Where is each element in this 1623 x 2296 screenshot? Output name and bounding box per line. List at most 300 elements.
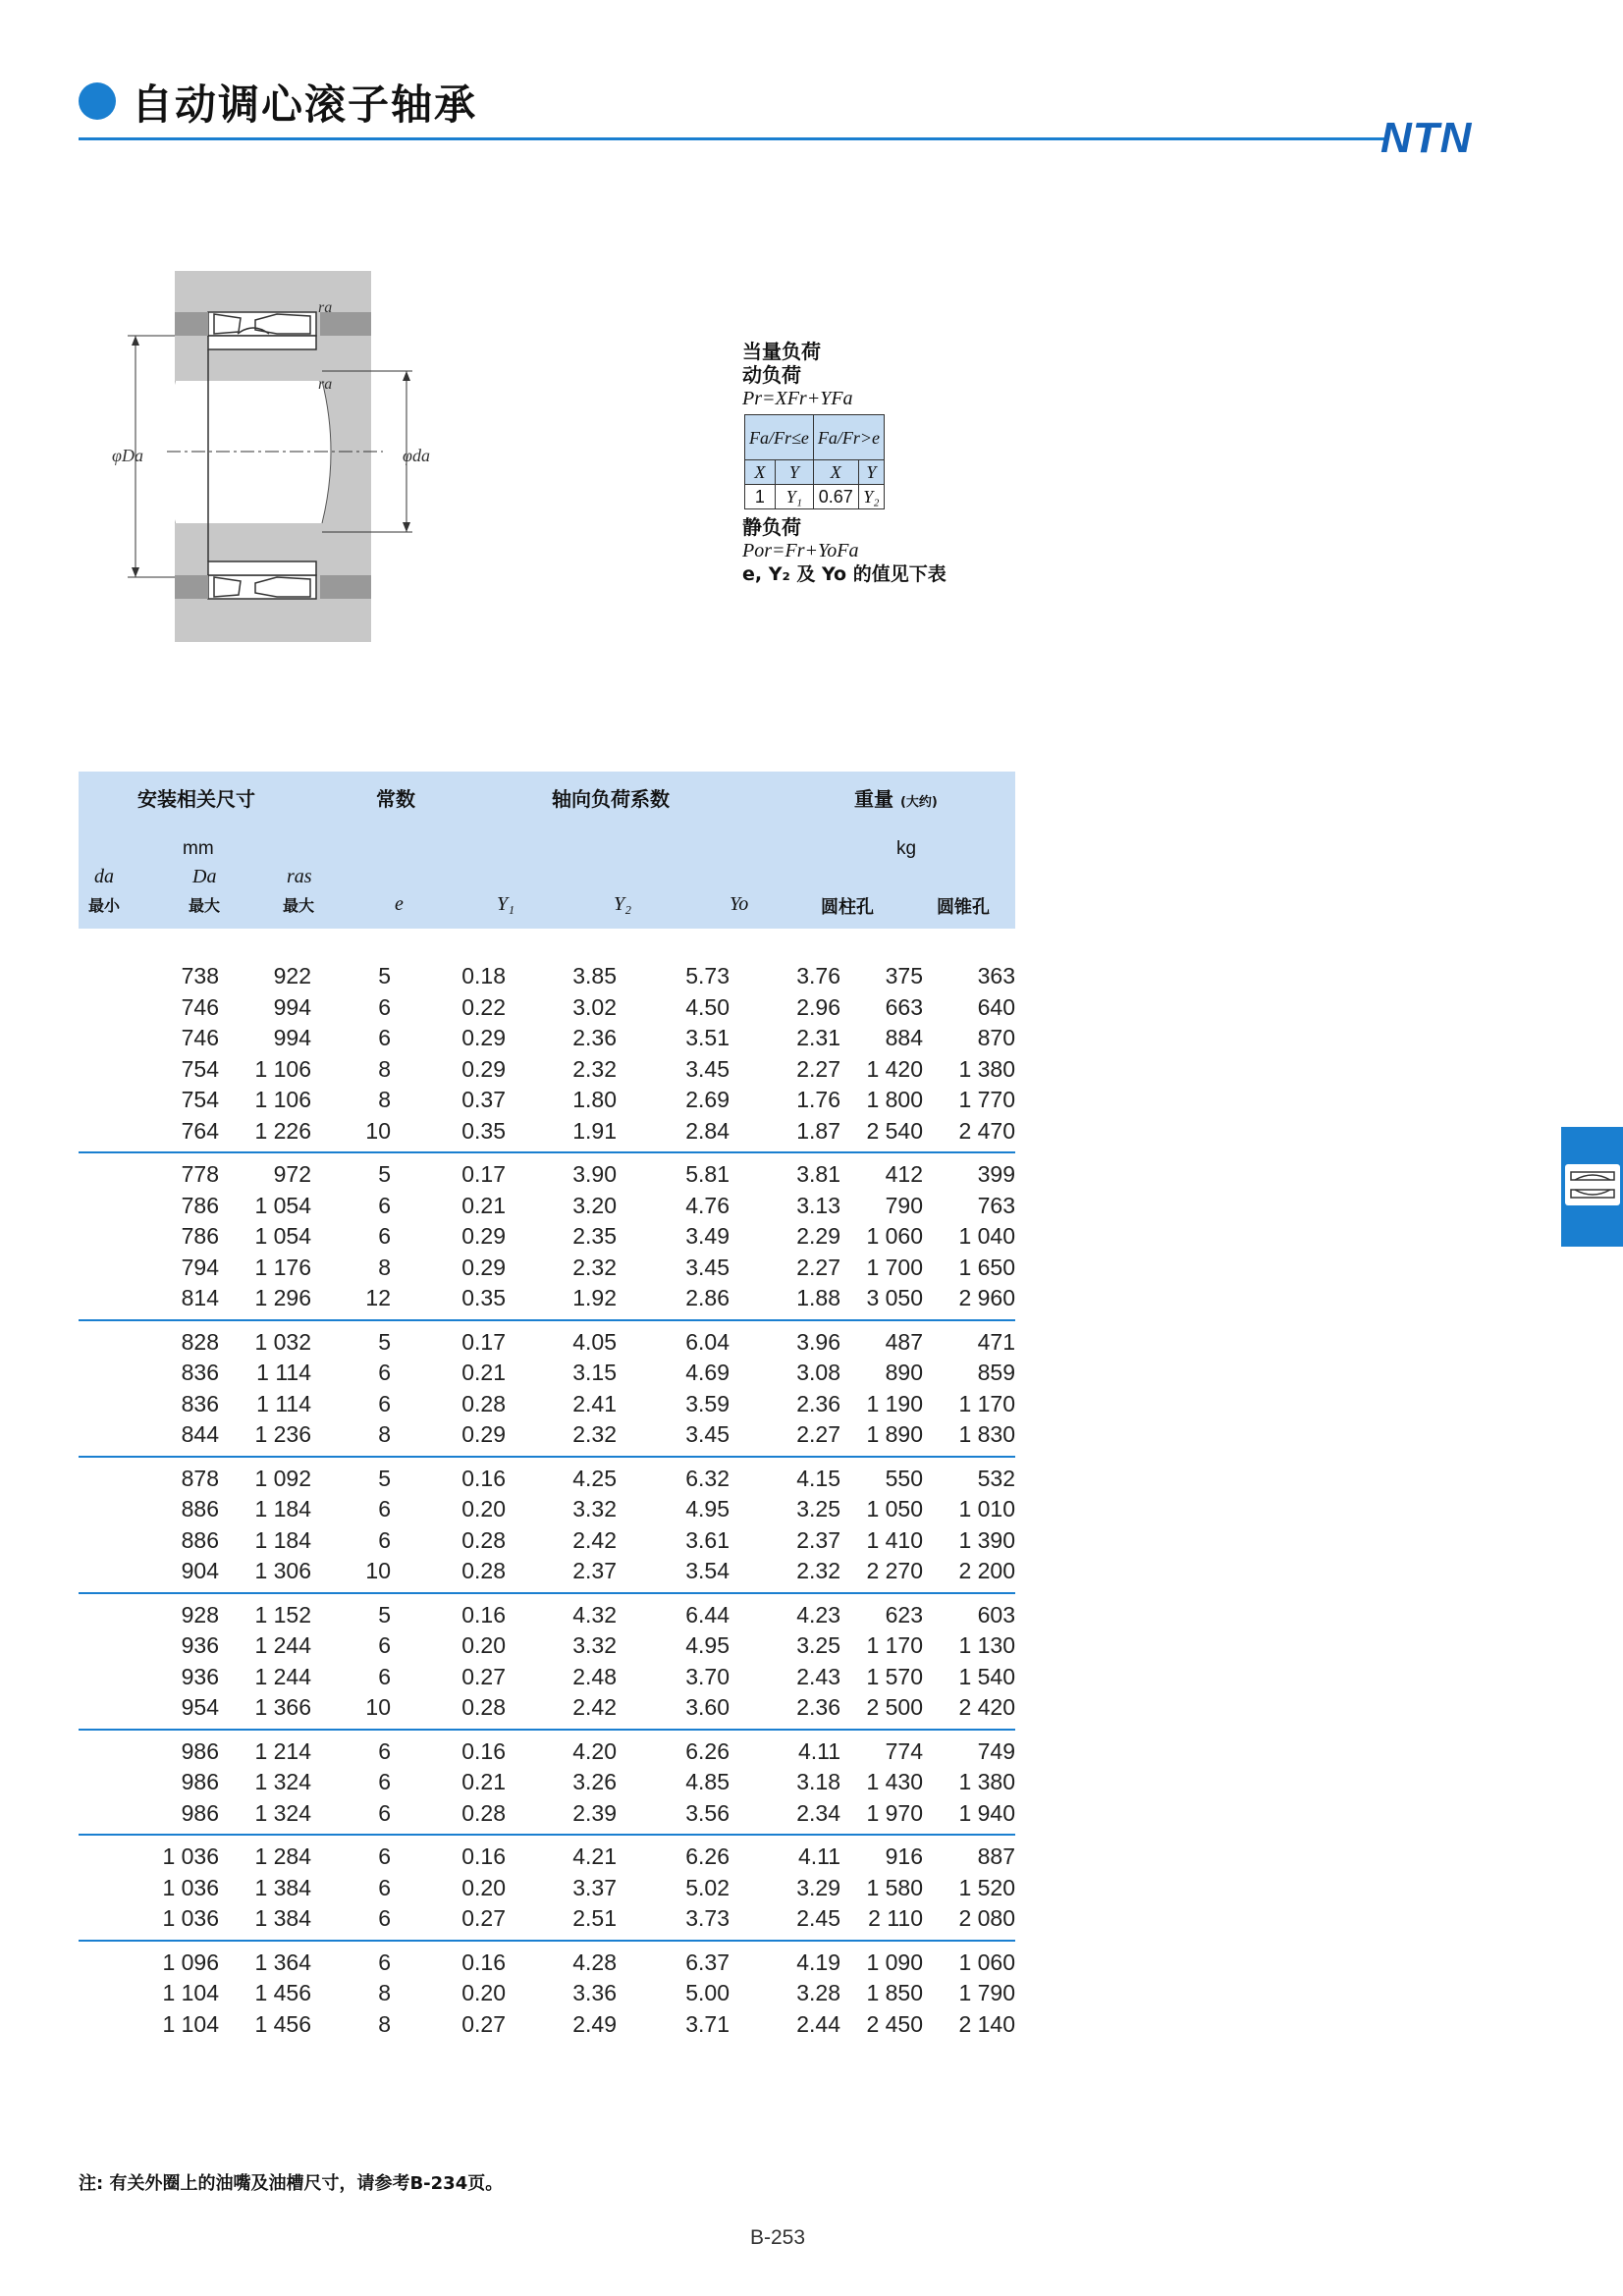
- table-cell: 603: [977, 1601, 1015, 1628]
- bearing-mounting-drawing: [112, 265, 432, 648]
- table-cell: 0.28: [461, 1526, 506, 1553]
- table-cell: 1 114: [256, 1390, 311, 1416]
- table-cell: 3.45: [685, 1055, 730, 1082]
- table-row: [79, 1022, 1015, 1053]
- table-header: [79, 772, 1015, 929]
- table-cell: 794: [181, 1254, 219, 1280]
- table-cell: 8: [378, 1980, 391, 2005]
- table-cell: 2.44: [796, 2010, 840, 2037]
- table-cell: 2 470: [958, 1117, 1015, 1144]
- table-cell: 3.36: [572, 1980, 617, 2005]
- row-group: [79, 1594, 1015, 1731]
- table-cell: 1 380: [958, 1055, 1015, 1082]
- Da-label: φDa: [112, 446, 143, 465]
- dynamic-load-title: 动负荷: [742, 363, 801, 387]
- table-cell: 3.56: [685, 1799, 730, 1826]
- sym-y1: Y₁: [497, 893, 515, 915]
- table-cell: 1 284: [254, 1843, 311, 1869]
- table-row: [79, 1418, 1015, 1450]
- table-cell: 2.84: [685, 1117, 730, 1144]
- table-cell: 1 010: [958, 1496, 1015, 1522]
- table-row: [79, 1115, 1015, 1147]
- table-cell: 6: [378, 1769, 391, 1794]
- table-cell: 1 106: [254, 1087, 311, 1112]
- header-axial-load-factors: 轴向负荷系数: [552, 787, 670, 811]
- table-cell: 6.04: [685, 1328, 730, 1355]
- table-cell: 0.21: [461, 1769, 506, 1794]
- table-cell: 2 500: [866, 1694, 923, 1720]
- table-cell: 4.23: [796, 1601, 840, 1628]
- table-cell: 0.16: [461, 1737, 506, 1764]
- table-cell: 6: [378, 1799, 391, 1826]
- table-row: [79, 1282, 1015, 1313]
- table-cell: 6: [378, 1737, 391, 1764]
- bearing-icon: [1565, 1164, 1620, 1205]
- sub-min: 最小: [88, 896, 121, 915]
- table-cell: 6: [378, 1663, 391, 1689]
- table-cell: 0.29: [461, 1223, 506, 1249]
- table-cell: 890: [885, 1360, 923, 1385]
- table-cell: 2 270: [866, 1558, 923, 1583]
- table-cell: 375: [885, 963, 923, 988]
- table-row: [79, 1190, 1015, 1221]
- table-cell: 2.69: [685, 1087, 730, 1112]
- table-cell: 0.16: [461, 1843, 506, 1869]
- table-cell: 8: [378, 2010, 391, 2037]
- table-cell: 6: [378, 1949, 391, 1975]
- table-cell: 1 940: [958, 1799, 1015, 1826]
- table-cell: 1 384: [254, 1874, 311, 1900]
- table-cell: 2.32: [796, 1558, 840, 1583]
- table-cell: 0.27: [461, 2010, 506, 2037]
- table-cell: 2.27: [796, 1055, 840, 1082]
- table-cell: 994: [273, 993, 311, 1020]
- table-cell: 2.32: [572, 1421, 617, 1447]
- row-group: [79, 929, 1015, 1153]
- table-cell: 3.32: [572, 1632, 617, 1658]
- table-cell: 1 244: [254, 1663, 311, 1689]
- table-cell: 0.27: [461, 1663, 506, 1689]
- table-cell: 2.41: [572, 1390, 617, 1416]
- value-y1: Y₁: [775, 485, 813, 509]
- table-cell: 2.35: [572, 1223, 617, 1249]
- table-cell: 2.37: [572, 1558, 617, 1583]
- ra-label-top: ra: [318, 299, 333, 316]
- table-cell: 12: [365, 1285, 391, 1310]
- table-cell: 1 054: [254, 1223, 311, 1249]
- table-cell: 0.21: [461, 1360, 506, 1385]
- table-cell: 2.36: [796, 1390, 840, 1416]
- table-cell: 1 170: [958, 1390, 1015, 1416]
- table-cell: 0.27: [461, 1905, 506, 1931]
- table-row: [79, 1493, 1015, 1524]
- table-cell: 8: [378, 1421, 391, 1447]
- table-cell: 4.20: [572, 1737, 617, 1764]
- table-cell: 2.42: [572, 1694, 617, 1720]
- table-cell: 10: [365, 1117, 391, 1144]
- table-cell: 2.36: [572, 1025, 617, 1050]
- table-cell: 1 970: [866, 1799, 923, 1826]
- table-cell: 2 960: [958, 1285, 1015, 1310]
- table-body: [79, 929, 1015, 2039]
- mass-cylindrical-bore: 圆柱孔: [821, 897, 874, 918]
- table-cell: 10: [365, 1694, 391, 1720]
- table-cell: 828: [181, 1328, 219, 1355]
- table-row: [79, 1766, 1015, 1797]
- table-cell: 5: [378, 963, 391, 988]
- table-cell: 986: [181, 1799, 219, 1826]
- table-cell: 1.88: [796, 1285, 840, 1310]
- table-cell: 936: [181, 1632, 219, 1658]
- table-cell: 4.11: [797, 1737, 840, 1764]
- table-cell: 10: [365, 1558, 391, 1583]
- table-cell: 754: [181, 1055, 219, 1082]
- table-cell: 859: [977, 1360, 1015, 1385]
- table-cell: 3.26: [572, 1769, 617, 1794]
- table-cell: 904: [181, 1558, 219, 1583]
- table-cell: 0.29: [461, 1055, 506, 1082]
- table-cell: 2.32: [572, 1254, 617, 1280]
- table-cell: 0.17: [461, 1328, 506, 1355]
- table-cell: 0.29: [461, 1025, 506, 1050]
- table-cell: 746: [181, 1025, 219, 1050]
- table-row: [79, 1084, 1015, 1115]
- table-cell: 8: [378, 1087, 391, 1112]
- table-cell: 3.25: [796, 1632, 840, 1658]
- header-rule: [79, 137, 1384, 140]
- table-cell: 1 364: [254, 1949, 311, 1975]
- table-cell: 1 130: [958, 1632, 1015, 1658]
- table-cell: 1 176: [254, 1254, 311, 1280]
- table-cell: 4.69: [685, 1360, 730, 1385]
- table-cell: 2.43: [796, 1663, 840, 1689]
- table-cell: 2.37: [796, 1526, 840, 1553]
- table-cell: 1.92: [572, 1285, 617, 1310]
- table-cell: 4.19: [796, 1949, 840, 1975]
- table-cell: 886: [181, 1496, 219, 1522]
- table-row: [79, 1357, 1015, 1388]
- table-cell: 0.29: [461, 1421, 506, 1447]
- page-number: B-253: [750, 2226, 806, 2249]
- row-group: [79, 1458, 1015, 1594]
- table-cell: 1 244: [254, 1632, 311, 1658]
- table-row: [79, 1555, 1015, 1586]
- table-cell: 4.21: [572, 1843, 617, 1869]
- table-cell: 1 104: [162, 2010, 219, 2037]
- table-cell: 3.54: [685, 1558, 730, 1583]
- table-cell: 994: [273, 1025, 311, 1050]
- table-cell: 0.29: [461, 1254, 506, 1280]
- table-row: [79, 991, 1015, 1023]
- table-cell: 4.11: [797, 1843, 840, 1869]
- table-row: [79, 1599, 1015, 1630]
- table-cell: 1 190: [866, 1390, 923, 1416]
- table-cell: 1 700: [866, 1254, 923, 1280]
- sub-max-ras: 最大: [283, 896, 315, 915]
- table-cell: 986: [181, 1737, 219, 1764]
- table-cell: 5: [378, 1465, 391, 1491]
- table-cell: 1 092: [254, 1465, 311, 1491]
- table-cell: 2.86: [685, 1285, 730, 1310]
- table-cell: 844: [181, 1421, 219, 1447]
- table-row: [79, 1797, 1015, 1829]
- col-x-2: X: [813, 460, 858, 485]
- table-cell: 746: [181, 993, 219, 1020]
- table-cell: 2 110: [868, 1905, 923, 1931]
- value-x1: 1: [745, 485, 776, 509]
- table-cell: 1 520: [958, 1874, 1015, 1900]
- table-cell: 2.48: [572, 1663, 617, 1689]
- table-cell: 2.51: [572, 1905, 617, 1931]
- table-cell: 1 226: [254, 1117, 311, 1144]
- unit-mm: mm: [183, 838, 214, 859]
- table-row: [79, 1735, 1015, 1767]
- table-cell: 0.35: [461, 1285, 506, 1310]
- table-cell: 1 800: [866, 1087, 923, 1112]
- table-cell: 2.29: [796, 1223, 840, 1249]
- title-bullet: [79, 82, 116, 120]
- table-cell: 3.45: [685, 1254, 730, 1280]
- table-cell: 1 580: [866, 1874, 923, 1900]
- table-cell: 764: [181, 1117, 219, 1144]
- table-cell: 814: [181, 1285, 219, 1310]
- table-cell: 532: [977, 1465, 1015, 1491]
- table-cell: 2.45: [796, 1905, 840, 1931]
- equivalent-load-title: 当量负荷: [742, 340, 821, 363]
- table-cell: 3.18: [796, 1769, 840, 1794]
- table-cell: 1 650: [958, 1254, 1015, 1280]
- table-cell: 2 540: [866, 1117, 923, 1144]
- table-cell: 916: [885, 1843, 923, 1869]
- table-cell: 922: [273, 963, 311, 988]
- ntn-logo: NTN: [1380, 114, 1473, 162]
- table-cell: 836: [181, 1390, 219, 1416]
- table-cell: 1 410: [866, 1526, 923, 1553]
- table-row: [79, 1872, 1015, 1903]
- table-cell: 6: [378, 1390, 391, 1416]
- table-cell: 0.37: [461, 1087, 506, 1112]
- static-load-equation: Por=Fr+YoFa: [742, 540, 859, 561]
- table-cell: 4.25: [572, 1465, 617, 1491]
- table-cell: 1 570: [866, 1663, 923, 1689]
- table-cell: 5.81: [685, 1161, 730, 1187]
- table-cell: 1 152: [254, 1601, 311, 1628]
- table-cell: 1 040: [958, 1223, 1015, 1249]
- table-cell: 3.76: [796, 963, 840, 988]
- table-cell: 5: [378, 1161, 391, 1187]
- condition-le-e: Fa/Fr≤e: [745, 415, 814, 460]
- row-group: [79, 1942, 1015, 2040]
- table-cell: 3.85: [572, 963, 617, 988]
- table-cell: 6: [378, 1192, 391, 1218]
- table-row: [79, 1053, 1015, 1085]
- table-cell: 1 890: [866, 1421, 923, 1447]
- table-row: [79, 1220, 1015, 1252]
- table-cell: 471: [977, 1328, 1015, 1355]
- table-cell: 8: [378, 1254, 391, 1280]
- table-cell: 1 060: [958, 1949, 1015, 1975]
- table-cell: 4.15: [796, 1465, 840, 1491]
- table-cell: 6: [378, 1632, 391, 1658]
- sym-Da: Da: [192, 866, 217, 887]
- table-cell: 4.95: [685, 1632, 730, 1658]
- table-cell: 1 036: [162, 1874, 219, 1900]
- table-cell: 972: [273, 1161, 311, 1187]
- table-cell: 6.44: [685, 1601, 730, 1628]
- table-cell: 778: [181, 1161, 219, 1187]
- table-cell: 1 236: [254, 1421, 311, 1447]
- table-cell: 749: [977, 1737, 1015, 1764]
- table-cell: 1 054: [254, 1192, 311, 1218]
- table-cell: 1 106: [254, 1055, 311, 1082]
- table-cell: 1 770: [958, 1087, 1015, 1112]
- table-cell: 1 420: [866, 1055, 923, 1082]
- table-cell: 0.22: [461, 993, 506, 1020]
- table-cell: 1 296: [254, 1285, 311, 1310]
- table-cell: 0.16: [461, 1601, 506, 1628]
- table-cell: 1.91: [572, 1117, 617, 1144]
- table-cell: 2 080: [958, 1905, 1015, 1931]
- table-cell: 0.20: [461, 1496, 506, 1522]
- table-cell: 3.81: [796, 1161, 840, 1187]
- table-cell: 774: [885, 1737, 923, 1764]
- table-cell: 1 324: [254, 1799, 311, 1826]
- table-cell: 1.76: [796, 1087, 840, 1112]
- table-cell: 3.25: [796, 1496, 840, 1522]
- col-y-2: Y: [858, 460, 884, 485]
- table-cell: 1 104: [162, 1980, 219, 2005]
- table-cell: 1 390: [958, 1526, 1015, 1553]
- table-cell: 1 036: [162, 1843, 219, 1869]
- table-cell: 1 214: [254, 1737, 311, 1764]
- table-cell: 763: [977, 1192, 1015, 1218]
- col-x-1: X: [745, 460, 776, 485]
- table-cell: 2.36: [796, 1694, 840, 1720]
- table-cell: 0.28: [461, 1558, 506, 1583]
- table-cell: 886: [181, 1526, 219, 1553]
- ra-label-mid: ra: [318, 376, 333, 393]
- table-cell: 2 140: [958, 2010, 1015, 2037]
- table-cell: 2.34: [796, 1799, 840, 1826]
- table-cell: 6: [378, 1223, 391, 1249]
- table-cell: 1 184: [254, 1526, 311, 1553]
- table-cell: 1.87: [796, 1117, 840, 1144]
- table-cell: 936: [181, 1663, 219, 1689]
- table-cell: 550: [885, 1465, 923, 1491]
- table-cell: 4.85: [685, 1769, 730, 1794]
- table-cell: 0.17: [461, 1161, 506, 1187]
- table-cell: 1 830: [958, 1421, 1015, 1447]
- table-cell: 1 456: [254, 2010, 311, 2037]
- table-cell: 2.27: [796, 1421, 840, 1447]
- table-cell: 3.29: [796, 1874, 840, 1900]
- table-cell: 3.90: [572, 1161, 617, 1187]
- table-cell: 2.31: [796, 1025, 840, 1050]
- table-cell: 1 850: [866, 1980, 923, 2005]
- table-cell: 399: [977, 1161, 1015, 1187]
- table-cell: 3.60: [685, 1694, 730, 1720]
- table-cell: 6: [378, 1874, 391, 1900]
- table-cell: 4.95: [685, 1496, 730, 1522]
- table-row: [79, 1629, 1015, 1661]
- table-cell: 3.73: [685, 1905, 730, 1931]
- load-factor-table: [744, 414, 885, 509]
- table-cell: 640: [977, 993, 1015, 1020]
- table-cell: 3.32: [572, 1496, 617, 1522]
- table-cell: 2 450: [866, 2010, 923, 2037]
- table-cell: 0.20: [461, 1874, 506, 1900]
- table-cell: 2.27: [796, 1254, 840, 1280]
- table-cell: 6.37: [685, 1949, 730, 1975]
- table-cell: 4.28: [572, 1949, 617, 1975]
- table-cell: 1 032: [254, 1328, 311, 1355]
- sym-da: da: [94, 866, 114, 887]
- table-row: [79, 1524, 1015, 1556]
- table-cell: 3.20: [572, 1192, 617, 1218]
- table-row: [79, 960, 1015, 991]
- table-cell: 3.59: [685, 1390, 730, 1416]
- table-cell: 1 114: [256, 1360, 311, 1385]
- table-cell: 4.05: [572, 1328, 617, 1355]
- row-group: [79, 1153, 1015, 1321]
- table-row: [79, 1388, 1015, 1419]
- table-row: [79, 1947, 1015, 1978]
- table-cell: 3.37: [572, 1874, 617, 1900]
- table-row: [79, 1841, 1015, 1872]
- condition-gt-e: Fa/Fr>e: [813, 415, 884, 460]
- table-cell: 487: [885, 1328, 923, 1355]
- table-cell: 1 096: [162, 1949, 219, 1975]
- table-cell: 0.20: [461, 1632, 506, 1658]
- table-cell: 6: [378, 1905, 391, 1931]
- table-cell: 1 790: [958, 1980, 1015, 2005]
- table-cell: 1 060: [866, 1223, 923, 1249]
- table-row: [79, 1252, 1015, 1283]
- table-cell: 3.13: [796, 1192, 840, 1218]
- table-row: [79, 1463, 1015, 1494]
- table-cell: 5.73: [685, 963, 730, 988]
- table-row: [79, 1902, 1015, 1934]
- table-cell: 738: [181, 963, 219, 988]
- value-x2: 0.67: [813, 485, 858, 509]
- table-cell: 6: [378, 1025, 391, 1050]
- table-cell: 6.26: [685, 1843, 730, 1869]
- table-cell: 0.16: [461, 1465, 506, 1491]
- table-cell: 1 324: [254, 1769, 311, 1794]
- table-cell: 4.32: [572, 1601, 617, 1628]
- table-cell: 954: [181, 1694, 219, 1720]
- table-cell: 2 200: [958, 1558, 1015, 1583]
- table-cell: 2.32: [572, 1055, 617, 1082]
- sym-y2: Y₂: [614, 893, 632, 915]
- table-cell: 3 050: [866, 1285, 923, 1310]
- header-constant: 常数: [376, 787, 415, 811]
- table-cell: 878: [181, 1465, 219, 1491]
- table-cell: 884: [885, 1025, 923, 1050]
- sym-ras: ras: [287, 866, 312, 887]
- table-cell: 0.35: [461, 1117, 506, 1144]
- table-cell: 3.51: [685, 1025, 730, 1050]
- table-cell: 4.50: [685, 993, 730, 1020]
- header-mass: 重量 (大约): [854, 787, 938, 811]
- table-cell: 3.02: [572, 993, 617, 1020]
- table-cell: 6: [378, 993, 391, 1020]
- table-cell: 5: [378, 1328, 391, 1355]
- table-cell: 0.28: [461, 1799, 506, 1826]
- table-cell: 4.76: [685, 1192, 730, 1218]
- table-cell: 1 050: [866, 1496, 923, 1522]
- section-tab[interactable]: [1561, 1127, 1623, 1247]
